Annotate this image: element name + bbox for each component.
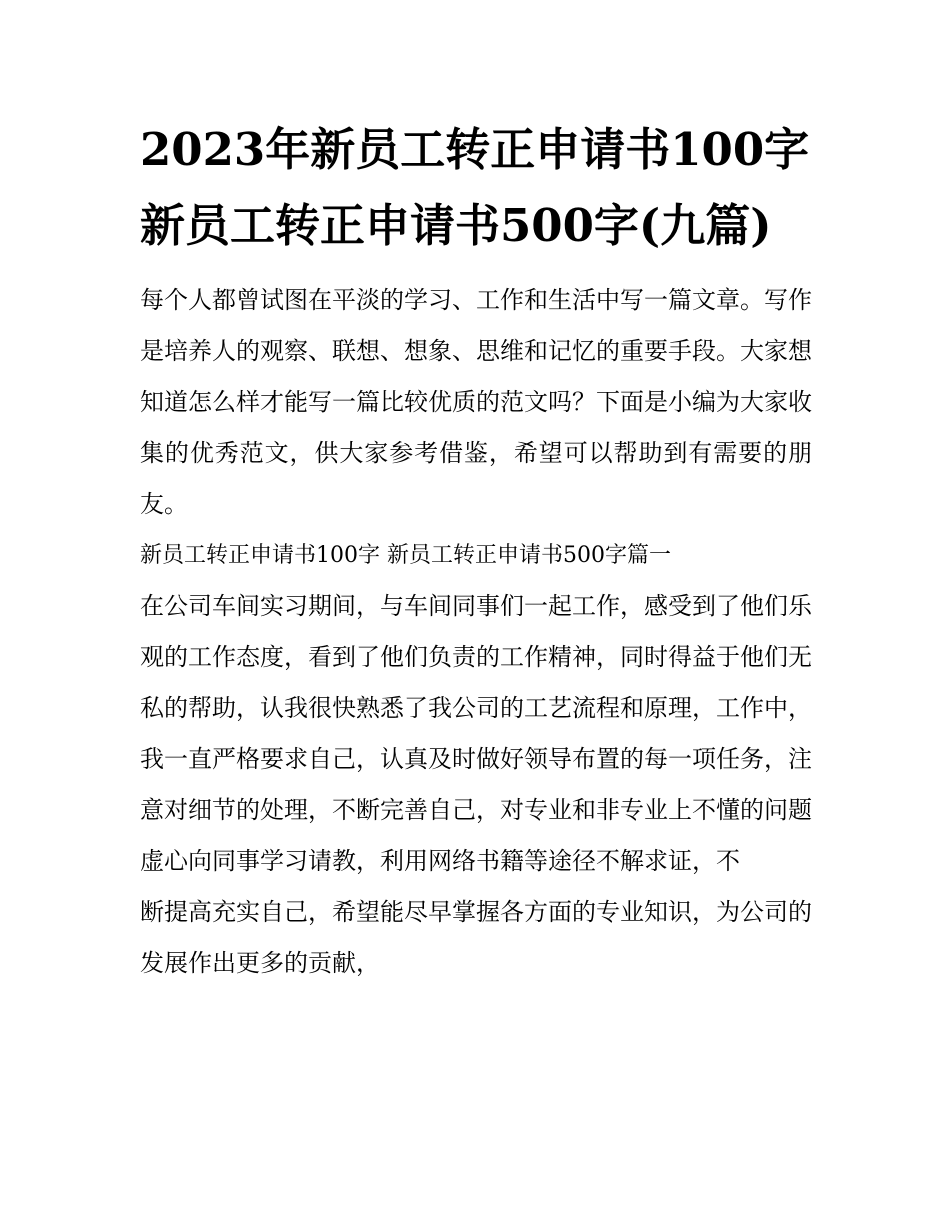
section-heading: 新员工转正申请书100字 新员工转正申请书500字篇一 — [140, 543, 671, 568]
body-paragraph: 在公司车间实习期间，与车间同事们一起工作，感受到了他们乐观的工作态度，看到了他们负责的工作精神，同时得益于他们无私的帮助，认我很快熟悉了我公司的工艺流程和原理，工作中，我一直严格要求自己，认真及时做好领导布置的每一项任务，注意对细节的处理，不断完善自己，对专业和非专业上不懂的问题虚心向同事学习请教，利用网络书籍等途径不解求证，不 — [140, 592, 812, 875]
body-paragraph-continued: 断提高充实自己，希望能尽早掌握各方面的专业知识，为公司的发展作出更多的贡献， — [140, 898, 812, 977]
intro-paragraph: 每个人都曾试图在平淡的学习、工作和生活中写一篇文章。写作是培养人的观察、联想、想象、思维和记忆的重要手段。大家想知道怎么样才能写一篇比较优质的范文吗？下面是小编为大家收集的优秀范文，供大家参考借鉴，希望可以帮助到有需要的朋友。 — [140, 286, 812, 518]
document-title: 2023年新员工转正申请书100字 新员工转正申请书500字(九篇) — [140, 123, 810, 252]
document-page — [140, 112, 812, 989]
